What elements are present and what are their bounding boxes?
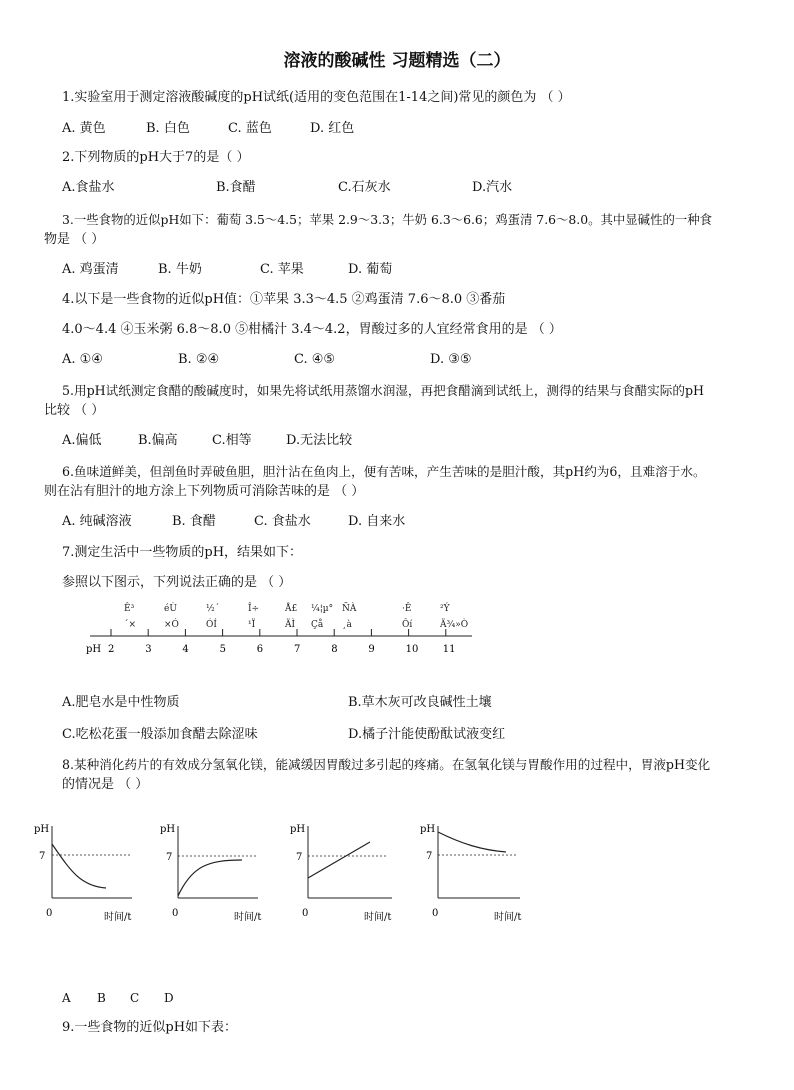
ph-scale-label: pH: [86, 644, 102, 655]
ph-tick-label: 6: [256, 644, 264, 655]
ph-substance-label-top: ÑÀ: [342, 604, 357, 614]
ph-substance-label-bottom: Çå: [311, 620, 324, 630]
graph-c-ylabel: pH: [290, 824, 306, 835]
q6-option-a: A. 纯碱溶液: [62, 514, 132, 529]
ph-tick-label: 10: [405, 644, 419, 655]
question-8-stem-line1: 8.某种消化药片的有效成分氢氧化镁，能减缓因胃酸过多引起的疼痛。在氢氧化镁与胃酸作用的过程中，胃液pH变化: [62, 757, 711, 772]
ph-substance-label-top: ²Ý: [440, 604, 450, 614]
ph-substance-label-top: ·Ê: [402, 604, 412, 614]
graph-d-origin: 0: [432, 908, 439, 919]
q2-option-b: B.食醋: [216, 180, 256, 195]
question-1-stem: 1.实验室用于测定溶液酸碱度的pH试纸(适用的变色范围在1-14之间)常见的颜色为 （ ）: [62, 90, 571, 105]
q2-option-c: C.石灰水: [338, 180, 391, 195]
ph-tick-label: 2: [108, 644, 115, 655]
q4-option-d: D. ③⑤: [430, 352, 472, 367]
graph-b-ref-label: 7: [166, 852, 173, 863]
graph-a: [30, 818, 140, 928]
ph-substance-label-bottom: ´×: [124, 620, 137, 630]
q3-option-d: D. 葡萄: [348, 262, 393, 277]
q8-option-d: D: [164, 991, 174, 1005]
ph-substance-label-top: ½´: [206, 604, 220, 614]
graph-b-origin: 0: [172, 908, 179, 919]
ph-substance-label-top: ¼¦µ°: [311, 604, 334, 614]
q7-option-c: C.吃松花蛋一般添加食醋去除涩味: [62, 727, 258, 742]
ph-substance-label-top: éÙ: [164, 604, 177, 614]
q1-option-a: A. 黄色: [62, 121, 106, 136]
q2-option-a: A.食盐水: [62, 180, 115, 195]
q5-option-d: D.无法比较: [286, 433, 353, 448]
q7-option-b: B.草木灰可改良碱性土壤: [348, 695, 492, 710]
page-title: 溶液的酸碱性 习题精选（二）: [283, 51, 511, 71]
ph-tick-label: 8: [331, 644, 338, 655]
graph-a-origin: 0: [46, 908, 53, 919]
q2-option-d: D.汽水: [472, 180, 513, 195]
graph-a-ref-label: 7: [39, 851, 46, 862]
q8-option-a: A: [62, 991, 71, 1005]
q1-option-c: C. 蓝色: [228, 121, 272, 136]
ph-substance-label-bottom: Ä¾»Ò: [440, 620, 469, 630]
graph-c-origin: 0: [302, 908, 309, 919]
graph-d: [416, 818, 528, 928]
graph-a-xlabel: 时间/t: [104, 912, 132, 923]
q4-option-b: B. ②④: [178, 352, 220, 367]
graph-c-curve: [308, 842, 370, 878]
ph-substance-label-top: Î÷: [248, 604, 260, 614]
q6-option-c: C. 食盐水: [254, 514, 311, 529]
graph-c-xlabel: 时间/t: [364, 912, 392, 923]
q5-option-b: B.偏高: [138, 433, 178, 448]
graph-b-xlabel: 时间/t: [234, 912, 262, 923]
q8-option-c: C: [130, 991, 140, 1005]
question-5-stem-line2: 比较 （ ）: [44, 403, 105, 418]
graph-d-ref-label: 7: [426, 851, 433, 862]
graph-d-ylabel: pH: [420, 824, 436, 835]
ph-tick-label: 9: [368, 644, 375, 655]
ph-substance-label-bottom: Ôí: [402, 620, 413, 630]
q4-option-a: A. ①④: [62, 352, 103, 367]
q6-option-d: D. 自来水: [348, 514, 406, 529]
question-4-stem-line1: 4.以下是一些食物的近似pH值：①苹果 3.3～4.5 ②鸡蛋清 7.6～8.0 ③番茄: [62, 292, 506, 307]
q5-option-c: C.相等: [212, 433, 252, 448]
q8-option-b: B: [97, 991, 106, 1005]
q3-option-b: B. 牛奶: [158, 262, 202, 277]
ph-substance-label-bottom: ¸à: [342, 620, 352, 630]
q7-option-d: D.橘子汁能使酚酞试液变红: [348, 727, 506, 742]
ph-tick-label: 4: [182, 644, 189, 655]
graph-d-xlabel: 时间/t: [494, 912, 522, 923]
q5-option-a: A.偏低: [62, 433, 102, 448]
q3-option-c: C. 苹果: [260, 262, 304, 277]
q1-option-d: D. 红色: [310, 121, 355, 136]
question-3-stem-line2: 物是 （ ）: [44, 232, 105, 247]
ph-tick-label: 5: [219, 644, 226, 655]
question-2-stem: 2.下列物质的pH大于7的是（ ）: [62, 150, 250, 165]
question-8-stem-line2: 的情况是 （ ）: [62, 777, 149, 792]
q6-option-b: B. 食醋: [172, 514, 216, 529]
question-4-stem-line2: 4.0～4.4 ④玉米粥 6.8～8.0 ⑤柑橘汁 3.4～4.2，胃酸过多的人宜经常食用的是 （ ）: [62, 322, 562, 337]
question-6-stem-line2: 则在沾有胆汁的地方涂上下列物质可消除苦味的是 （ ）: [44, 484, 365, 499]
graph-b: [158, 818, 270, 928]
ph-tick-label: 3: [145, 644, 152, 655]
ph-scale-diagram: [80, 598, 480, 660]
question-9-stem: 9.一些食物的近似pH如下表：: [62, 1020, 238, 1035]
q4-option-c: C. ④⑤: [294, 352, 336, 367]
question-5-stem-line1: 5.用pH试纸测定食醋的酸碱度时，如果先将试纸用蒸馏水润湿，再把食醋滴到试纸上，测得的结果与食醋实际的pH: [62, 383, 705, 398]
ph-substance-label-top: Å£: [285, 604, 298, 614]
ph-substance-label-top: Ê³: [124, 604, 135, 614]
question-7-stem-line2: 参照以下图示，下列说法正确的是 （ ）: [62, 575, 292, 590]
graph-c: [288, 818, 400, 928]
question-6-stem-line1: 6.鱼味道鲜美，但剖鱼时弄破鱼胆，胆汁沾在鱼肉上，便有苦味，产生苦味的是胆汁酸，其pH约为6，且难溶于水。: [62, 464, 706, 479]
ph-substance-label-bottom: ×Ó: [164, 620, 179, 630]
graph-a-ylabel: pH: [34, 824, 50, 835]
graph-d-curve: [438, 832, 506, 852]
q1-option-b: B. 白色: [146, 121, 190, 136]
ph-tick-label: 11: [442, 644, 456, 655]
question-3-stem-line1: 3.一些食物的近似pH如下：葡萄 3.5～4.5；苹果 2.9～3.3；牛奶 6.3～6.6；鸡蛋清 7.6～8.0。其中显碱性的一种食: [62, 212, 713, 227]
ph-tick-label: 7: [294, 644, 301, 655]
graph-b-ylabel: pH: [160, 824, 176, 835]
ph-substance-label-bottom: ¹Ï: [248, 620, 256, 630]
graph-b-curve: [178, 860, 242, 896]
question-7-stem-line1: 7.测定生活中一些物质的pH，结果如下：: [62, 545, 303, 560]
graph-a-curve: [52, 844, 106, 888]
graph-c-ref-label: 7: [296, 852, 303, 863]
q3-option-a: A. 鸡蛋清: [62, 262, 119, 277]
q7-option-a: A.肥皂水是中性物质: [62, 695, 180, 710]
ph-substance-label-bottom: ÄÌ: [285, 620, 296, 630]
ph-substance-label-bottom: ÓÍ: [206, 620, 217, 630]
